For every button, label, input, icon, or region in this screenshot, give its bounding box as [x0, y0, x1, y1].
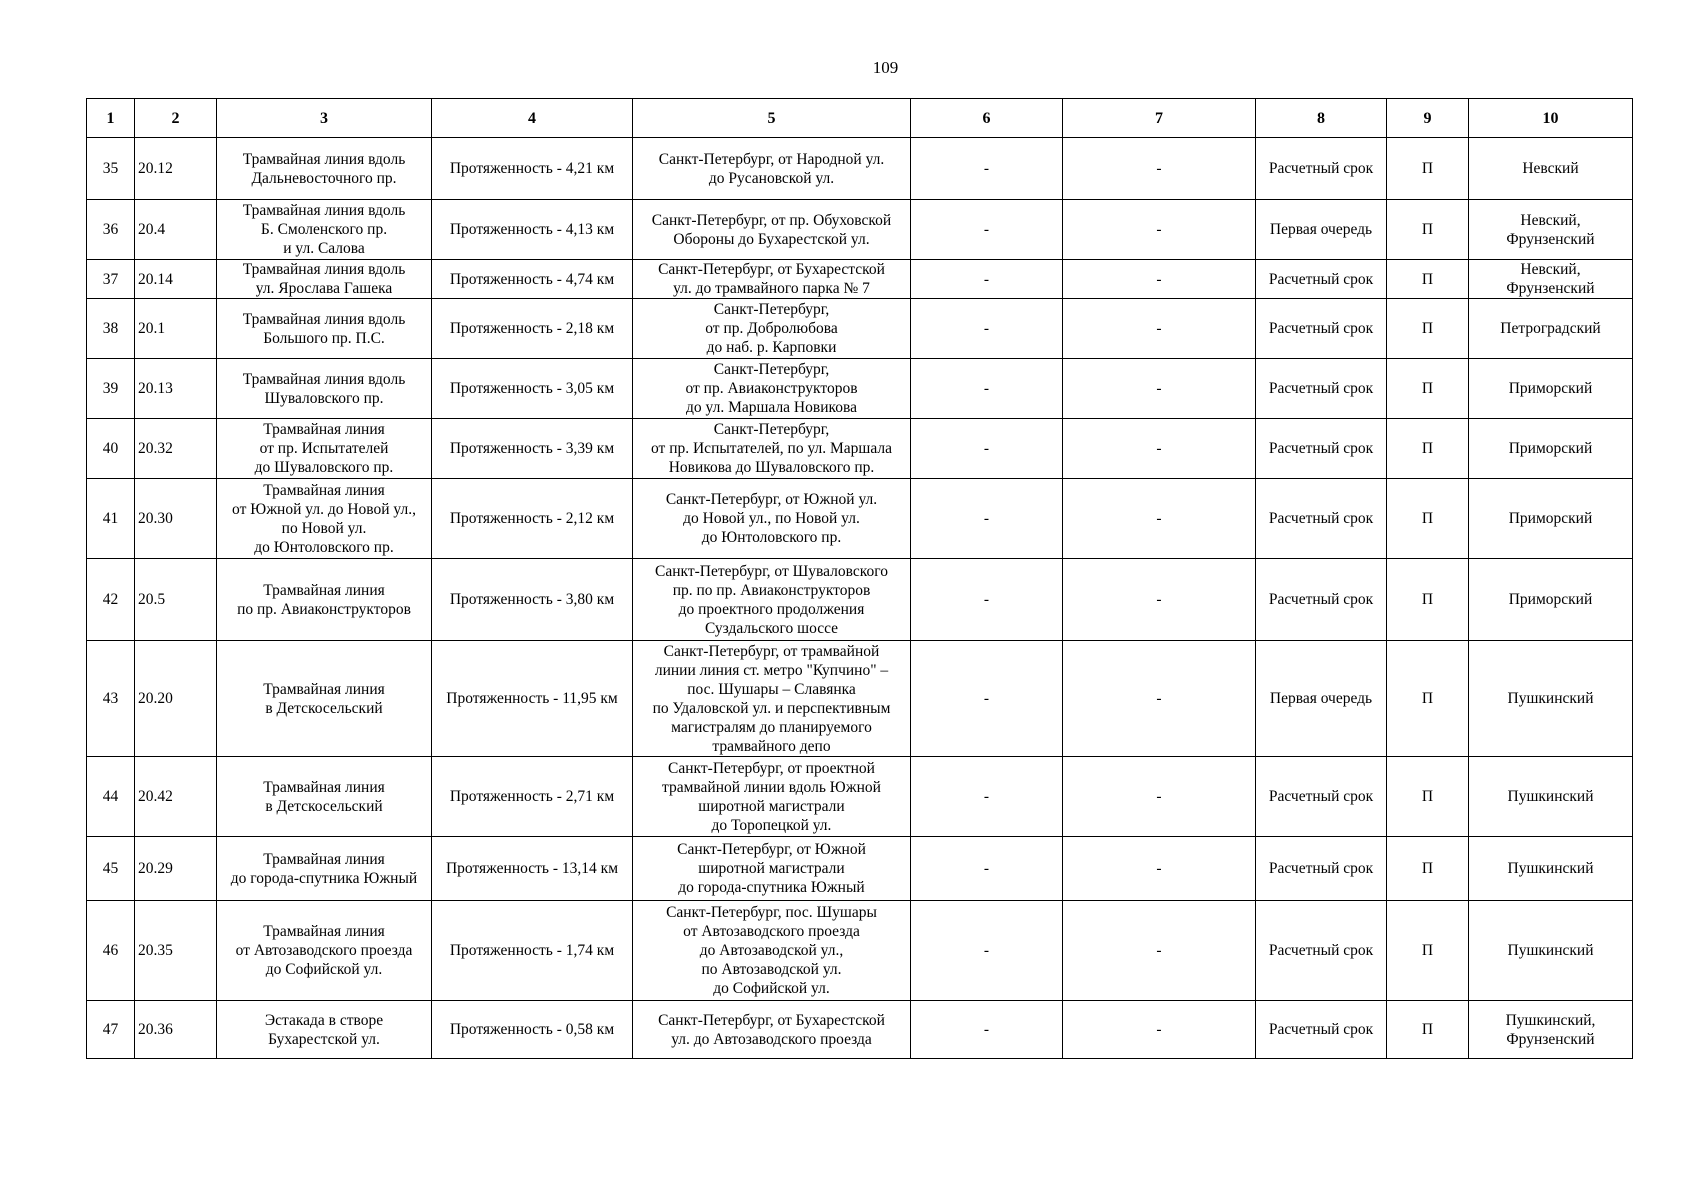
district-cell: Пушкинский [1469, 641, 1633, 757]
column-6-cell: - [911, 1001, 1063, 1059]
object-name-cell: Трамвайная линия до города-спутника Южный [217, 837, 432, 901]
object-code-cell: 20.36 [135, 1001, 217, 1059]
object-code-cell: 20.20 [135, 641, 217, 757]
table-row [87, 1001, 1633, 1059]
district-cell: Приморский [1469, 559, 1633, 641]
object-code-cell: 20.13 [135, 359, 217, 419]
status-cell: П [1387, 757, 1469, 837]
status-cell: П [1387, 359, 1469, 419]
object-code-cell: 20.12 [135, 138, 217, 200]
column-7-cell: - [1063, 260, 1256, 299]
district-cell: Невский, Фрунзенский [1469, 200, 1633, 260]
column-6-cell: - [911, 419, 1063, 479]
row-number-cell: 38 [87, 299, 135, 359]
column-7-cell: - [1063, 837, 1256, 901]
implementation-term-cell: Первая очередь [1256, 641, 1387, 757]
object-name-cell: Трамвайная линия вдоль Дальневосточного пр. [217, 138, 432, 200]
object-name-cell: Трамвайная линия в Детскосельский [217, 641, 432, 757]
length-cell: Протяженность - 0,58 км [432, 1001, 633, 1059]
object-code-cell: 20.29 [135, 837, 217, 901]
row-number-cell: 43 [87, 641, 135, 757]
column-header: 1 [87, 99, 135, 138]
object-name-cell: Трамвайная линия по пр. Авиаконструкторов [217, 559, 432, 641]
table-row [87, 479, 1633, 559]
row-number-cell: 42 [87, 559, 135, 641]
table-row [87, 260, 1633, 299]
location-cell: Санкт-Петербург, от трамвайной линии линия ст. метро "Купчино" – пос. Шушары – Славянка по Удаловской ул. и перспективным магистралям до планируемого трамвайного депо [633, 641, 911, 757]
column-header: 3 [217, 99, 432, 138]
row-number-cell: 45 [87, 837, 135, 901]
column-header: 9 [1387, 99, 1469, 138]
row-number-cell: 46 [87, 901, 135, 1001]
object-name-cell: Трамвайная линия вдоль ул. Ярослава Гашека [217, 260, 432, 299]
location-cell: Санкт-Петербург, от пр. Добролюбова до наб. р. Карповки [633, 299, 911, 359]
object-name-cell: Трамвайная линия в Детскосельский [217, 757, 432, 837]
page-number: 109 [872, 58, 899, 77]
location-cell: Санкт-Петербург, от Южной широтной магистрали до города-спутника Южный [633, 837, 911, 901]
implementation-term-cell: Расчетный срок [1256, 299, 1387, 359]
column-6-cell: - [911, 757, 1063, 837]
column-7-cell: - [1063, 359, 1256, 419]
status-cell: П [1387, 1001, 1469, 1059]
column-header: 6 [911, 99, 1063, 138]
table-row [87, 138, 1633, 200]
header-row [87, 99, 1633, 138]
implementation-term-cell: Расчетный срок [1256, 559, 1387, 641]
length-cell: Протяженность - 2,18 км [432, 299, 633, 359]
district-cell: Приморский [1469, 419, 1633, 479]
location-cell: Санкт-Петербург, от Бухарестской ул. до трамвайного парка № 7 [633, 260, 911, 299]
row-number-cell: 35 [87, 138, 135, 200]
length-cell: Протяженность - 1,74 км [432, 901, 633, 1001]
object-code-cell: 20.42 [135, 757, 217, 837]
implementation-term-cell: Расчетный срок [1256, 757, 1387, 837]
status-cell: П [1387, 419, 1469, 479]
status-cell: П [1387, 200, 1469, 260]
object-name-cell: Эстакада в створе Бухарестской ул. [217, 1001, 432, 1059]
object-code-cell: 20.32 [135, 419, 217, 479]
table-row [87, 901, 1633, 1001]
implementation-term-cell: Расчетный срок [1256, 1001, 1387, 1059]
column-6-cell: - [911, 837, 1063, 901]
column-6-cell: - [911, 641, 1063, 757]
district-cell: Пушкинский [1469, 901, 1633, 1001]
column-header: 8 [1256, 99, 1387, 138]
row-number-cell: 44 [87, 757, 135, 837]
object-code-cell: 20.14 [135, 260, 217, 299]
length-cell: Протяженность - 3,05 км [432, 359, 633, 419]
status-cell: П [1387, 260, 1469, 299]
table-body [87, 138, 1633, 1059]
object-code-cell: 20.35 [135, 901, 217, 1001]
location-cell: Санкт-Петербург, от Бухарестской ул. до Автозаводского проезда [633, 1001, 911, 1059]
planning-table [86, 98, 1633, 1059]
column-7-cell: - [1063, 1001, 1256, 1059]
table-row [87, 559, 1633, 641]
location-cell: Санкт-Петербург, от пр. Испытателей, по ул. Маршала Новикова до Шуваловского пр. [633, 419, 911, 479]
district-cell: Пушкинский [1469, 757, 1633, 837]
column-header: 7 [1063, 99, 1256, 138]
column-6-cell: - [911, 200, 1063, 260]
length-cell: Протяженность - 13,14 км [432, 837, 633, 901]
column-6-cell: - [911, 479, 1063, 559]
column-7-cell: - [1063, 559, 1256, 641]
status-cell: П [1387, 479, 1469, 559]
row-number-cell: 39 [87, 359, 135, 419]
implementation-term-cell: Первая очередь [1256, 200, 1387, 260]
object-name-cell: Трамвайная линия вдоль Б. Смоленского пр. и ул. Салова [217, 200, 432, 260]
location-cell: Санкт-Петербург, от пр. Авиаконструкторов до ул. Маршала Новикова [633, 359, 911, 419]
district-cell: Приморский [1469, 359, 1633, 419]
location-cell: Санкт-Петербург, от Шуваловского пр. по пр. Авиаконструкторов до проектного продолжения Суздальского шоссе [633, 559, 911, 641]
length-cell: Протяженность - 2,71 км [432, 757, 633, 837]
column-6-cell: - [911, 901, 1063, 1001]
location-cell: Санкт-Петербург, от Народной ул. до Русановской ул. [633, 138, 911, 200]
row-number-cell: 40 [87, 419, 135, 479]
status-cell: П [1387, 138, 1469, 200]
length-cell: Протяженность - 4,13 км [432, 200, 633, 260]
row-number-cell: 37 [87, 260, 135, 299]
length-cell: Протяженность - 11,95 км [432, 641, 633, 757]
length-cell: Протяженность - 3,39 км [432, 419, 633, 479]
status-cell: П [1387, 641, 1469, 757]
location-cell: Санкт-Петербург, от проектной трамвайной линии вдоль Южной широтной магистрали до Торопецкой ул. [633, 757, 911, 837]
table-row [87, 757, 1633, 837]
district-cell: Петроградский [1469, 299, 1633, 359]
implementation-term-cell: Расчетный срок [1256, 260, 1387, 299]
column-6-cell: - [911, 559, 1063, 641]
status-cell: П [1387, 837, 1469, 901]
column-6-cell: - [911, 299, 1063, 359]
object-name-cell: Трамвайная линия вдоль Большого пр. П.С. [217, 299, 432, 359]
object-code-cell: 20.5 [135, 559, 217, 641]
column-7-cell: - [1063, 641, 1256, 757]
object-name-cell: Трамвайная линия от Автозаводского проезда до Софийской ул. [217, 901, 432, 1001]
length-cell: Протяженность - 4,74 км [432, 260, 633, 299]
district-cell: Невский [1469, 138, 1633, 200]
object-name-cell: Трамвайная линия вдоль Шуваловского пр. [217, 359, 432, 419]
implementation-term-cell: Расчетный срок [1256, 359, 1387, 419]
implementation-term-cell: Расчетный срок [1256, 837, 1387, 901]
location-cell: Санкт-Петербург, от пр. Обуховской Обороны до Бухарестской ул. [633, 200, 911, 260]
column-6-cell: - [911, 138, 1063, 200]
table-row [87, 419, 1633, 479]
table-row [87, 359, 1633, 419]
district-cell: Невский, Фрунзенский [1469, 260, 1633, 299]
status-cell: П [1387, 901, 1469, 1001]
implementation-term-cell: Расчетный срок [1256, 479, 1387, 559]
district-cell: Пушкинский, Фрунзенский [1469, 1001, 1633, 1059]
column-7-cell: - [1063, 200, 1256, 260]
length-cell: Протяженность - 4,21 км [432, 138, 633, 200]
status-cell: П [1387, 299, 1469, 359]
district-cell: Пушкинский [1469, 837, 1633, 901]
length-cell: Протяженность - 3,80 км [432, 559, 633, 641]
implementation-term-cell: Расчетный срок [1256, 901, 1387, 1001]
column-header: 5 [633, 99, 911, 138]
object-code-cell: 20.1 [135, 299, 217, 359]
column-6-cell: - [911, 359, 1063, 419]
column-header: 4 [432, 99, 633, 138]
column-7-cell: - [1063, 138, 1256, 200]
object-name-cell: Трамвайная линия от Южной ул. до Новой ул., по Новой ул. до Юнтоловского пр. [217, 479, 432, 559]
column-6-cell: - [911, 260, 1063, 299]
district-cell: Приморский [1469, 479, 1633, 559]
column-7-cell: - [1063, 901, 1256, 1001]
table-row [87, 200, 1633, 260]
column-7-cell: - [1063, 757, 1256, 837]
location-cell: Санкт-Петербург, от Южной ул. до Новой ул., по Новой ул. до Юнтоловского пр. [633, 479, 911, 559]
object-code-cell: 20.30 [135, 479, 217, 559]
table-row [87, 641, 1633, 757]
implementation-term-cell: Расчетный срок [1256, 138, 1387, 200]
column-7-cell: - [1063, 419, 1256, 479]
location-cell: Санкт-Петербург, пос. Шушары от Автозаводского проезда до Автозаводской ул., по Автозаводской ул. до Софийской ул. [633, 901, 911, 1001]
column-header: 10 [1469, 99, 1633, 138]
object-code-cell: 20.4 [135, 200, 217, 260]
column-7-cell: - [1063, 479, 1256, 559]
row-number-cell: 47 [87, 1001, 135, 1059]
object-name-cell: Трамвайная линия от пр. Испытателей до Шуваловского пр. [217, 419, 432, 479]
column-header: 2 [135, 99, 217, 138]
table-row [87, 837, 1633, 901]
status-cell: П [1387, 559, 1469, 641]
length-cell: Протяженность - 2,12 км [432, 479, 633, 559]
column-7-cell: - [1063, 299, 1256, 359]
table-row [87, 299, 1633, 359]
implementation-term-cell: Расчетный срок [1256, 419, 1387, 479]
row-number-cell: 36 [87, 200, 135, 260]
row-number-cell: 41 [87, 479, 135, 559]
